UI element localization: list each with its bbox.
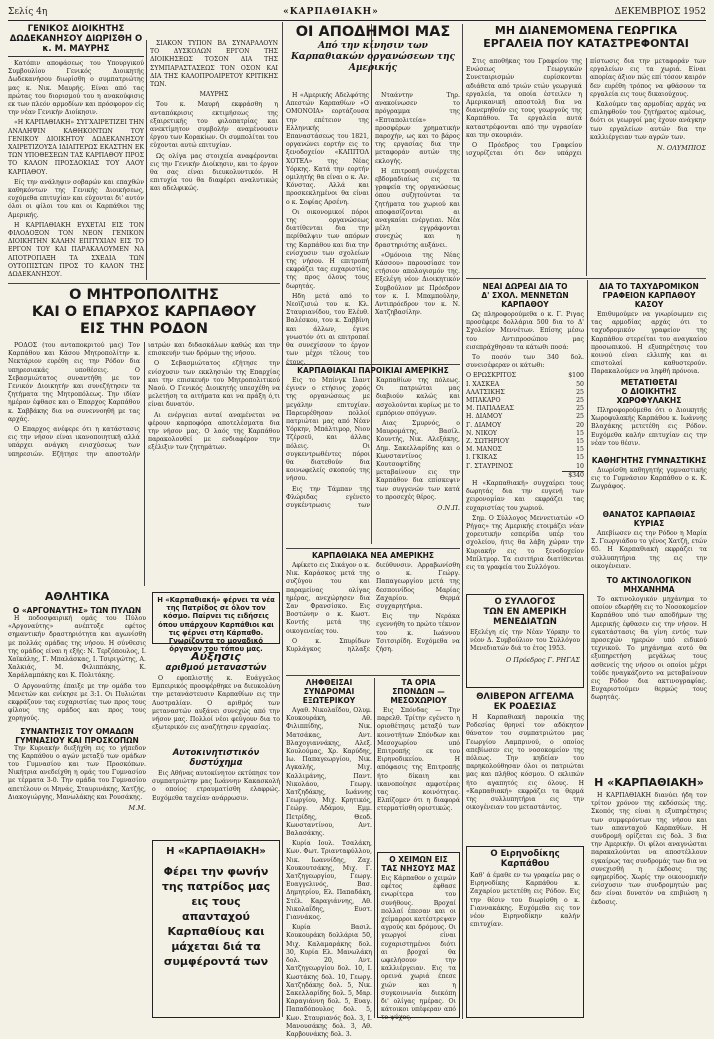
column-rule (587, 280, 588, 730)
donation-total-amount: $340 (562, 471, 584, 480)
paragraph: Εις Κάρπαθον ο χειμών εφέτος έφθασε ενωρίτερα του συνήθους. Βροχαί πολλαί έπεσαν και οι χείμαρροι κατέστρεψαν αγρούς και δρόμους. Οι γεωργοί είναι ευχαριστημένοι διότι αι βροχαί θα ωφελήσουν την καλλιέργειαν. Εις τα ορεινά χωριά έπεσε χιών και η συγκοινωνία διεκόπη δι' ολίγας ημέρας. Οι κάτοικοι υπέφεραν από το ψύχος. (381, 875, 456, 1022)
paragraph: Ο Πρόεδρος του Γραφείου ισχυρίζεται ότι δεν υπάρχει πίστωσις δια την μεταφοράν των εργαλείων εις τα χωριά. Είναι απορίας άξιον πώς επί τόσον καιρόν δεν ευρέθη τρόπος να φθάσουν τα εργαλεία εις τους δικαιούχους. (466, 58, 706, 158)
donation-row (466, 438, 584, 446)
paragraph: Κυρία Ιουλ. Τσαλάκη, Κων. Φωτ. Τριανταφύλλου, Νικ. Ιωαννίδης, Ζαχ. Κουκουτσάκης, Μιχ. Γ. Χατζηγεωργίου, Γεωργ. Ευαγγελινός, Βασ. Δημητρίου, Ελ. Παπαδάκη, Στέλ. Καραγιάννης, Αθ. Νικολαΐδης, Ευστ. Γιαννάκος. (286, 840, 372, 922)
paragraph: Ο Σεβασμιώτατος εζήτησε την ενίσχυσιν των εκκλησιών της Επαρχίας και την επισκευήν του Μητροπολιτικού Ναού. Ο Γενικός Διοικητής υπεσχέθη να μελετήση τα αιτήματα και να πράξη ό,τι είναι δυνατόν. (148, 360, 280, 409)
article-taxydromiko (591, 282, 707, 374)
paragraph: Η επιτροπή συνέρχεται εβδομαδιαίως εις τα γραφεία της οργανώσεως όπου συζητούνται τα ζητήματα του χωριού και αποφασίζονται αι αναγκαίαι ενέργειαι. Νέα μέλη εγγράφονται συνεχώς και η δραστηριότης αυξάνει. (375, 167, 460, 249)
article-body (286, 562, 460, 662)
donation-row (466, 463, 584, 471)
headline-ergaleia-2: ΕΡΓΑΛΕΙΑ ΠΟΥ ΚΑΤΑΣΤΡΕΦΟΝΤΑΙ (483, 37, 689, 50)
page-number: Σελίς 4η (8, 7, 48, 17)
signature: Ο.Ν.Π. (437, 504, 460, 513)
headline-mitropolitis: Ο ΜΗΤΡΟΠΟΛΙΤΗΣ (69, 287, 219, 303)
section-rule (286, 548, 460, 549)
paragraph: Η «Αμερικής Αδελφότης Απεστών Καρπαθίων «Ο ΟΜΟΝΟΙΑ» εορτάζουσα την επέτειον της Ελληνικής Επαναστάσεως του 1821, οργανώνει εορτήν εις το ξενοδοχείον «ΚΑΠΙΤΟΛ ΧΟΤΕΛ» της Νέας Υόρκης. Κατά την εορτήν ομιλητής θα είναι ο κ. Αν. Κόνστας. Αλλά και προσκεκλημένοι θα είναι ο κ. Σοφίας Αρσένη. (286, 92, 369, 206)
donor-amount: $100 (568, 372, 584, 380)
article-genikos-dioikitis (8, 24, 144, 282)
paragraph: Εις την Νεράκα εγεννήθη το πρώτο τέκνον του κ. Ιωάννου Τσιτσιρίδη. Ευχόμεθα να ζήση. (376, 613, 460, 654)
donation-row (466, 381, 584, 389)
article-genikos-continued (150, 40, 278, 282)
headline-syndromai: ΛΗΦΘΕΙΣΑΙ ΣΥΝΔΡΟΜΑΙ (303, 678, 355, 696)
paragraph: Αιας Σμυρνός, ο Μαυρομάτης, Βασίλ. Κουντής, Νικ. Αλεξάκης, Δημ. Σακελλαρίδης και ο Κωνσταντίνος Κουτσοφτίδης μεταβαίνουν εις την Καρπάθον δια επίσκεψιν των συγγενών των κατά το προσεχές θέρος. (376, 420, 460, 501)
donor-name: ΑΛΑΤΣΙΚΗΣ (466, 388, 505, 396)
article-body (286, 377, 460, 535)
headline-block-apodimoi (286, 24, 460, 90)
section-rule (466, 278, 706, 279)
paragraph: Το ακτινολογικόν μηχάνημα το οποίον εδωρήθη εις το Νοσοκομείον Καρπάθου υπό των αποδήμων της Αμερικής έφθασεν εις την νήσον. Η εγκατάστασις θα γίνη εντός των προσεχών ημερών υπό ειδικού τεχνικού. Το μηχάνημα αυτό θα εξυπηρετήση μεγάλως τους ασθενείς της νήσου οι οποίοι μέχρι τούδε ηναγκάζοντο να μεταβαίνουν εις Ρόδον δια ακτινογραφίας. Ευχαριστούμεν θερμώς τους δωρητάς. (591, 596, 707, 702)
signature: Ν. ΟΛΥΜΠΙΟΣ (657, 144, 706, 153)
paragraph: Στις αποθήκας του Γραφείου της Ενώσεως Γεωργικών Συνεταιρισμών ευρίσκονται αδιάθετα από τριών ετών γεωργικά εργαλεία, τα οποία έστειλεν η Αμερικανική αποστολή δια να διανεμηθούν εις τους γεωργούς της Καρπάθου. Τα εργαλεία αυτά καταστρέφονται από την υγρασίαν και την σκουριάν. (466, 58, 582, 139)
donation-row (466, 405, 584, 413)
article-rodesia (466, 692, 584, 842)
promo-text: Η «Καρπαθιακή» φέρνει τα νέα της Πατρίδος σε όλον τον κόσμο. Παίρνει τις ειδήσεις όπου υπάρχουν Καρπάθιοι και τις φέρνει στη Κάρπαθο. Γνωρίζοντα το μοναδικό όργανον του τόπου μας. (157, 596, 275, 654)
donor-name: Ι. ΓΚΙΚΑΣ (466, 454, 498, 462)
donor-amount: 20 (576, 421, 584, 429)
headline-genikos-sub: ΔΩΔΕΚΑΝΗΣΟΥ ΔΙΩΡΙΣΘΗ Ο κ. Μ. ΜΑΥΡΗΣ (8, 34, 144, 57)
column-rule (374, 678, 375, 1018)
donor-amount: 25 (576, 405, 584, 413)
donor-name: Ι. ΧΑΣΚΕΑ (466, 380, 500, 388)
headline-mitropolitis-3: ΕΙΣ ΤΗΝ ΡΟΔΟΝ (79, 321, 209, 337)
masthead: «ΚΑΡΠΑΘΙΑΚΗ» (283, 7, 379, 17)
paragraph: Πληροφορούμεθα ότι ο Διοικητής Χωροφυλακής Καρπάθου κ. Ιωάννης Βλαχάκης μετετέθη εις Ρόδον. Ευχόμεθα καλήν επιτυχίαν εις την νέαν του θέσιν. (591, 407, 707, 447)
paragraph: Ο Αργοναύτης έπαιξε με την ομάδα του Μενετών και ενίκησε με 3:1. Οι Πυλιώται εκφράζουν τας ευχαριστίας των προς τους φίλους της ομάδος και προς τους χορηγούς. (8, 682, 146, 723)
headline-doreai-2: Δ' ΣΧΟΛ. ΜΕΝΝΕΤΩΝ ΚΑΡΠΑΘΟΥ (481, 291, 569, 309)
headline-aktinologikon: ΤΟ ΑΚΤΙΝΟΛΟΓΙΚΟΝ ΜΗΧΑΝΗΜΑ (606, 576, 692, 594)
article-autokinitistikon (152, 748, 280, 830)
article-apodimoi-continued (375, 92, 460, 362)
headline-thanatos: ΘΑΝΑΤΟΣ ΚΑΡΠΑΘΙΑΣ ΚΥΡΙΑΣ (602, 510, 696, 528)
headline-eirinodikis: Ο Ειρηνοδίκης Καρπάθου (490, 849, 560, 869)
section-rule (8, 283, 280, 284)
paragraph: Επιθυμούμεν να γνωρίσωμεν εις τας αρμοδίας αρχάς ότι το ταχυδρομικόν γραφείον της Καρπάθου στερείται του αναγκαίου προσωπικού. Η εξυπηρέτησις του κοινού είναι ελλιπής και αι επιστολαί καθυστερούν. Παρακαλούμεν να ληφθή πρόνοια. (591, 311, 707, 376)
paragraph: ΣΙΑΚΟΝ ΤΥΠΟΝ ΒΑ ΣΥΝΑΡΑΛΟΥΝ ΤΟ ΔΥΣΚΟΛΩΝ ΕΡΓΟΝ ΤΗΣ ΔΙΟΙΚΗΣΕΩΣ ΤΟΣΟΝ ΔΙΑ ΤΗΣ ΣΥΜΠΑΡΑΣΤΑΣΕΩΣ ΤΟΝ ΟΣΟΝ ΚΑΙ ΔΙΑ ΤΗΣ ΚΑΛΟΠΡΟΑΙΡΕΤΟΥ ΚΡΙΤΙΚΗΣ ΤΩΝ. (150, 40, 278, 89)
paragraph: Ηδη μετά από το Νεοϊζισιώ του κ. Κλ. Σταυριανίδου, του Ελέυθ. Βαλέσκου, του κ. Σαββίνη και άλλων, έγινε γνωστόν ότι αι επιτροπαί θα συνεχίσουν το έργον των μέχρι τέλους του έτους. (286, 292, 369, 366)
subheadline-apodimoi: Από την κίνησιν των Καρπαθιακών οργανώσεων της Αμερικής (290, 41, 456, 73)
headline-gymnastis: ΚΑΘΗΓΗΤΗΣ ΓΥΜΝΑΣΤΙΚΗΣ (591, 456, 707, 465)
headline-athletika: ΑΘΛΗΤΙΚΑ (44, 590, 110, 603)
paragraph: ΜΑΥΡΗΣ (199, 91, 229, 99)
headline-taxydromiko-2: ΓΡΑΦΕΙΟΝ ΚΑΡΠΑΘΟΥ ΚΑΣΟΥ (602, 291, 696, 309)
signature: Μ.Μ. (128, 804, 146, 813)
donor-name: ΜΠΑΚΑΡΟ (466, 397, 501, 405)
paragraph: Καθ' ά έμαθε εν τω γραφείω μας ο Ειρηνοδίκης Καρπάθου κ. Ζαχαρίου μετετέθη εις Ρόδον. Εις την θέσιν του διωρίσθη ο κ. Γιαννακάκης. Ευχόμεθα εις τον νέον Ειρηνοδίκην καλήν επιτυχίαν. (470, 872, 580, 929)
article-aktinologikon (591, 576, 707, 772)
signature: Ο Πρόεδρος Γ. ΡΗΓΑΣ (505, 655, 580, 664)
paragraph: Η «Καρπαθιακή» συγχαίρει τους δωρητάς δια την ευγενή των χειρονομίαν και εκφράζει τας ευχαριστίας του χωριού. (466, 480, 584, 512)
headline-block-ergaleia (466, 24, 706, 54)
article-paroikiai (286, 366, 460, 546)
paragraph: Αφίκετο εις Σικάγον ο κ. Νικ. Καράσκος μετά της συζύγου του και παραμείνας ολίγας ημέρας, ανεχώρησεν δια Σαν Φρανσίσκο. Εις Βοστώνην ο κ. Κωστ. Κοντής μετά της οικογενείας του. (286, 562, 371, 635)
headline-syllogos-2: ΤΩΝ ΕΝ ΑΜΕΡΙΚΗ (483, 607, 567, 617)
donor-amount: 15 (576, 446, 584, 454)
headline-metathesis: ΜΕΤΑΤΙΘΕΤΑΙ (620, 378, 678, 387)
page-header (8, 4, 706, 21)
article-ergaleia (466, 58, 706, 276)
paragraph: Του κ. Μαυρή εκφράσθη η ανταπόκρισις εκτιμήσεως της εξαιρετικής του φιλοπατρίας και ανεκτίμητον συμβολήν αναμένουσιν έργου των Κορακίων. Οι συμπολίται του εύχονται αυτώ επιτυχίαν. (150, 101, 278, 150)
article-gymnastis (591, 456, 707, 506)
donor-name: Ζ. ΣΩΤΗΡΙΟΥ (466, 438, 510, 446)
donor-name: Ν. ΝΙΚΟΥ (466, 429, 497, 437)
headline-doreai: ΝΕΑΙ ΔΩΡΕΑΙ ΔΙΑ ΤΟ (482, 282, 568, 291)
paragraph: Κατόπιν αποφάσεως του Υπουργικού Συμβουλίου Γενικός Διοικητής Δωδεκανήσου διωρίσθη ο συμπατριώτης μας κ. Νικ. Μαυρής. Είναι από τας πρώτας του διορισμού του η ανακούφισις εκ των πλεόν αρμοδίων και πρόσφορον είς την νέαν Γενικήν Διοίκησιν. (8, 60, 144, 117)
headline-metathesis-2: Ο ΔΙΟΙΚΗΤΗΣ ΧΩΡΟΦΥΛΑΚΗΣ (616, 387, 682, 405)
article-body (8, 342, 280, 586)
paragraph: Εις Σπόνδας — Την παρελθ. Τρίτην εγένετο η οριοθέτησις μεταξύ των κοινοτήτων Σπόνδων και Μεσοχωρίου υπό Επιτροπής εκ του Ειρηνοδικείου. Η απόφασις της Επιτροπής ήτο δίκαιη και ικανοποίησε αμφοτέρας τας κοινότητας. Ελπίζομεν ότι η διαφορά ετερματίσθη οριστικώς. (377, 707, 460, 813)
paragraph: Η ΚΑΡΠΑΘΙΑΚΗ ΕΥΧΕΤΑΙ ΕΙΣ ΤΟΝ ΦΙΛΟΔΟΞΟΝ ΤΟΝ ΝΕΟΝ ΓΕΝΙΚΟΝ ΔΙΟΙΚΗΤΗΝ ΚΑΛΗΝ ΕΠΙΤΥΧΙΑΝ ΕΙΣ ΤΟ ΕΡΓΟΝ ΤΟΥ ΚΑΙ ΠΑΡΑΚΑΛΟΥΜΕΝ ΝΑ ΑΠΟΤΡΟΠΑΞΗ ΤΑ ΣΧΕΔΙΑ ΤΩΝ ΟΥΤΟΠΙΣΤΩΝ ΠΡΟΣ ΤΟ ΚΑΛΟΝ ΤΗΣ ΔΩΔΕΚΑΝΗΣΟΥ. (8, 221, 144, 279)
paragraph: ΡΟΔΟΣ (του ανταποκριτού μας) Τον Καρπάθου και Κάσου Μητροπολίτην κ. Νεκτάριον ευρέθη εις την Ρόδον δια υπηρεσιακάς υποθέσεις. Ο Σεβασμιώτατος συναντήθη με τον Γενικόν Διοικητήν και συνεζήτησεν τα ζητήματα της Μητροπόλεως. Την ιδίαν ημέραν έφθασε και ο Έπαρχος Καρπάθου κ. Σαββάκης δια να συνεννοηθή με τας αρχάς. (8, 342, 140, 423)
paragraph: Ο εφοπλιστής κ. Ευάγγελος Εμπειρικός προσφέρθηκε να διευκολύνη την μετανάστευσιν Καρπαθίων εις την Αυστραλίαν. Ο αριθμός των μεταναστών αυξάνει συνεχώς από την νήσον μας. Πολλοί νέοι φεύγουν δια το εξωτερικόν εις αναζήτησιν εργασίας. (152, 675, 280, 732)
section-rule (286, 675, 460, 676)
column-rule (282, 22, 283, 1017)
paragraph: Εξελέγη είς την Νέαν Υόρκην το νέον Δ. Συμβούλιον του Συλλόγου Μενεδιατών διά το έτος 1953. (470, 629, 580, 653)
column-rule (146, 40, 147, 280)
donor-amount: 25 (576, 413, 584, 421)
donor-name: Γ. ΣΤΑΥΡΙΝΟΣ (466, 462, 513, 470)
paragraph: Αγαθ. Νικολαΐδου, Ολυμ. Κουκουράκη, Αθ. Φιλιππίδης, Νικ. Ματσάκας, Αντ. Βλαχογιαννάκης, Αλεξ. Κουλούμας, Χρ. Καρύδης, Ιω. Παπαγεωργίου, Νικ. Αγκαλής, Μιχ. Καλλιμάνης, Παντ. Νικολάου, Γεωργ. Χατζηδάκης, Ιωάννης Γεωργίου, Μιχ. Κρητικός, Γεώργ. Αδάμου, Εμμ. Πετρίδης, Θεοδ. Κωνσταντίνου, Αντ. Βαλασάκης. (286, 707, 372, 838)
donor-name: Γ. ΔΙΑΜΟΥ (466, 421, 502, 429)
headline-karpathiaki: Η «ΚΑΡΠΑΘΙΑΚΗ» (594, 776, 704, 789)
donation-row (466, 389, 584, 397)
column-rule (462, 24, 463, 1019)
paragraph: Νταάντην Τηρ. ανακοίνωσεν το πρόγραμμα της «Επταπολιτεία» προσφέρων χρηματικήν παροχήν, ως και το βάρος της εργασίας δια την μεταφοράν αυτών της εκλογής. (375, 92, 460, 165)
donation-row (466, 430, 584, 438)
donation-row (466, 413, 584, 421)
donor-name: Η. ΔΙΑΜΟΥ (466, 413, 503, 421)
headline-mitropolitis-2: ΚΑΙ Ο ΕΠΑΡΧΟΣ ΚΑΡΠΑΘΟΥ (31, 304, 257, 320)
paragraph: «Η ΚΑΡΠΑΘΙΑΚΗ» ΣΥΓΧΑΙΡΕΤΙΖΕΙ ΤΗΝ ΑΝΑΛΗΨΙΝ ΚΑΘΗΚΟΝΤΩΝ ΤΟΥ ΓΕΝΙΚΟΥ ΔΙΟΙΚΗΤΟΥ ΔΩΔΕΚΑΝΗΣΟΥ ΧΑΙΡΕΤΙΖΟΥΣΑ ΙΔΙΑΙΤΕΡΩΣ ΕΚΑΣΤΗΝ ΕΚ ΤΩΝ ΥΠΟΘΕΣΕΩΝ ΤΑΣ ΚΑΡΠΑΘΟΥ ΠΡΟΣ ΤΟ ΚΑΛΟΝ ΠΡΟΣΔΟΚΙΑΣ ΤΟΥ ΛΑΟΥ ΚΑΡΠΑΘΟΥ. (8, 119, 144, 176)
headline-xeimon: Ο ΧΕΙΜΩΝ ΕΙΣ ΤΑΣ ΝΗΣΟΥΣ ΜΑΣ (381, 855, 456, 873)
headline-nea-amerikis: ΚΑΡΠΑΘΙΑΚΑ ΝΕΑ ΑΜΕΡΙΚΗΣ (311, 551, 435, 560)
donor-amount: 15 (576, 429, 584, 437)
headline-auxisis: Αύξησις (191, 650, 241, 663)
paragraph: Κυρία Βασιλ. Κουκουράκη δολλάρια 50, Μιχ. Καλαμαράκης δολ. 30, Κυρία Ελ. Μανωλάκη δολ. 20, Αντ. Χατζηγεωργίου δολ. 10, Ι. Κωστάκης δολ. 10, Γεωργ. Χατζηδάκης δολ. 5, Νικ. Σακελλαρίδης δολ. 5, Μαρ. Καραγιάννη δολ. 5, Ευαγ. Παπαδόπουλος δολ. 5, Κων. Σταυριανός δολ. 3, Ι. Μανουσάκης δολ. 3, Αθ. Καρβουνάκης δολ. 3. (286, 924, 372, 1038)
article-apodimoi (286, 92, 369, 366)
headline-paroikiai: ΚΑΡΠΑΘΙΑΚΑΙ ΠΑΡΟΙΚΙΑΙ ΑΜΕΡΙΚΗΣ (297, 366, 449, 375)
promo-title: Η «ΚΑΡΠΑΘΙΑΚΗ» (166, 846, 266, 857)
article-auxisis (152, 650, 280, 740)
paragraph: Εις το Μπίνγκ Ιλαντ έγινεν ο ετήσιος χορός της οργανώσεως με μεγάλην επιτυχίαν. Παρευρέθησαν πολλοί πατριώται μας από Νέαν Υόρκην, Μπάλτιμορ, Νιου Τζέρσεϋ, και άλλας πόλεις. Οι συγκεντρωθέντες πόροι θα διατεθούν δια κοινωφελείς σκοπούς της νήσου. (286, 377, 370, 483)
donor-name: Μ. ΠΑΠΑΔΕΑΣ (466, 405, 514, 413)
donor-name: Ο ΕΡΩΣΚΡΙΤΟΣ (466, 372, 517, 380)
donation-row (466, 397, 584, 405)
donation-row (466, 422, 584, 430)
donor-amount: 15 (576, 454, 584, 462)
donation-row (466, 446, 584, 454)
promo-box-karpathiaki-2 (152, 840, 280, 1018)
headline-apodimoi: ΟΙ ΑΠΟΔΗΜΟΙ ΜΑΣ (295, 24, 451, 40)
headline-auxisis-2: αριθμού μεταναστών (165, 663, 267, 673)
paragraph: Ως πληροφορούμεθα ο κ. Γ. Ριγας προσέφερε δολλάρια 500 δια το Δ' Σχολείον Μεννέτων. Επίσης μέσω του Αντιπροσώπου μας εισεπράχθησαν τα κάτωθι ποσά: (466, 311, 584, 351)
donor-amount: 25 (576, 388, 584, 396)
paragraph: Σημ. Ο Σύλλογος Μεννετιατών «Ο Ρήγας» της Αμερικής ετοιμάζει νέαν χορευτικήν εσπερίδα υπέρ του σχολείου, ήτις θα λάβη χώραν την Κυριακήν εις το ξενοδοχείον Μπίλτμορ. Τα εισιτήρια διατίθενται εις τα γραφεία του Συλλόγου. (466, 514, 584, 572)
paragraph: Αι ενέργειαι αυταί αναμένεται να φέρουν καρποφόρα αποτελέσματα δια την νήσον μας. Ο λαός της Καρπάθου παρακολουθεί με ενδιαφέρον την εξέλιξιν των ζητημάτων. (148, 411, 280, 452)
headline-oria: ΤΑ ΟΡΙΑ (401, 678, 436, 687)
donor-amount: 50 (576, 380, 584, 388)
donor-amount: 25 (576, 397, 584, 405)
article-eirinodikis (466, 846, 584, 1018)
headline-syndromai-2: ΕΞΩΤΕΡΙΚΟΥ (302, 696, 356, 705)
headline-genikos: ΓΕΝΙΚΟΣ ΔΙΟΙΚΗΤΗΣ (27, 24, 125, 34)
paragraph: Εις Αθήνας αυτοκίνητον εκτύπησε τον συμπατριώτην μας Ιωάννην Κακασκολή ο οποίος ετραυματίσθη ελαφρώς. Ευχόμεθα ταχείαν ανάρρωσιν. (152, 770, 280, 802)
headline-oria-2: ΣΠΟΝΔΩΝ — ΜΕΣΟΧΩΡΙΟΥ (390, 687, 447, 705)
paragraph: Είς την ανάληψιν σοβαρών και επαχθών καθηκόντων της Γενικής Διοικήσεως, ευχόμεθα επιτυχίαν και εύχονται δι' αυτόν όλοι οι φίλοι του και οι Καρπάθιοι της Αμερικής. (8, 178, 144, 219)
article-karpathiaki (591, 776, 707, 1018)
article-doreai (466, 282, 584, 592)
article-nea-amerikis (286, 551, 460, 673)
article-syndromai (286, 678, 372, 1038)
donor-amount: 15 (576, 438, 584, 446)
article-thanatos (591, 510, 707, 572)
article-xeimon (377, 852, 460, 1022)
donation-table (466, 372, 584, 470)
section-rule (286, 364, 460, 365)
donation-total (466, 471, 584, 480)
headline-taxydromiko: ΔΙΑ ΤΟ ΤΑΧΥΔΡΟΜΙΚΟΝ (599, 282, 699, 291)
article-oria (377, 678, 460, 848)
article-mitropolitis (8, 287, 280, 587)
headline-syllogos: Ο ΣΥΛΛΟΓΟΣ (494, 597, 556, 607)
headline-autokinito: Αυτοκινητιστικόν δυστύχημα (172, 748, 260, 768)
headline-ergaleia: ΜΗ ΔΙΑΝΕΜΟΜΕΝΑ ΓΕΩΡΓΙΚΑ (494, 24, 678, 37)
box-syllogos (466, 594, 584, 688)
subheadline: ΣΥΝΑΝΤΗΣΙΣ ΤΟΥ ΟΜΑΔΩΝ ΓΥΜΝΑΣΙΟΥ ΚΑΙ ΠΡΟΣΚΟΠΩΝ (15, 726, 139, 745)
article-athletika (8, 590, 146, 1018)
paragraph: Καλούμεν τας αρμοδίας αρχάς να επιληφθούν του ζητήματος αμέσως, διότι οι γεωργοί μας έχουν ανάγκην των εργαλείων αυτών δια την καλλιέργειαν των αγρών των. (590, 101, 706, 141)
headline-rodesia: ΘΛΙΒΕΡΟΝ ΑΓΓΕΛΜΑ (476, 692, 574, 702)
issue-date: ΔΕΚΕΜΒΡΙΟΣ 1952 (614, 7, 706, 17)
paragraph: Απεβίωσεν εις την Ρόδον η Μαρία Σ. Γεωργιάδου το γένος Χατζή, ετών 65. Η Καρπαθιακή εκφράζει τα συλλυπητήρια της εις την οικογένειαν. (591, 530, 707, 570)
headline-syllogos-3: ΜΕΝΕΔΙΑΤΩΝ (493, 617, 557, 627)
promo-box-karpathiaki (152, 592, 280, 654)
paragraph: Ο Επαρχος ανέφερε ότι η κατάστασις εις την νήσον είναι ικανοποιητική αλλά υπάρχει ανάγκη ενισχύσεως των υπηρεσιών. Εζήτησε την αποστολήν ιατρών και διδασκάλων καθώς και την επισκευήν των δρόμων της νήσου. (8, 342, 280, 458)
paragraph: Την Κυριακήν διεξήχθη εις το γήπεδον της Καρπάθου ο αγών μεταξύ των ομάδων του Γυμνασίου και των Προσκόπων. Νικήτρια ανεδείχθη η ομάς του Γυμνασίου με τέρματα 3-0. Την ομάδα του Γυμνασίου απετέλουν οι Μηνάς, Σταυρινάκης, Χατζής, Διακογιώργης, Μανωλάκης και Ρουσάκης. (8, 744, 146, 801)
paragraph: Η ΚΑΡΠΑΘΙΑΚΗ διανύει ήδη τον τρίτον χρόνον της εκδόσεώς της. Σκοπός της είναι η εξυπηρέτησις των συμφερόντων της νήσου και των απανταχού Καρπαθίων. Η συνδρομή ορίζεται εις δολ. 3 δια την Αμερικήν. Οι φίλοι αναγνώσται παρακαλούνται να αποστέλλουν εγκαίρως τας συνδρομάς των δια να συνεχισθή η έκδοσις της εφημερίδος. Χωρίς την οικονομικήν ενίσχυσιν των συνδρομητών μας δεν είναι δυνατόν να επιβιώση η έκδοσις. (591, 792, 707, 906)
paragraph: Οι οικονομικοί πόροι της οργανώσεως διατίθενται δια την περίθαλψιν των απόρων της Καρπάθου και δια την ενίσχυσιν των σχολείων της νήσου. Η επιτροπή εκφράζει τας ευχαριστίας της προς όλους τους δωρητάς. (286, 208, 369, 290)
paragraph: Εις την Τάμπαν της Φλώριδας εγένετο συγκέντρωσις των Καρπαθίων της πόλεως. Οι πατριώται μας διαβιούν καλώς και ασχολούνται κυρίως με το εμπόριον σπόγγων. (286, 377, 460, 510)
donation-row (466, 454, 584, 462)
paragraph: Η ποδοσφαιρική ομάς του Πύλου «Αργοναύτης» ανέπτυξε εφέτος σημαντικήν δραστηριότητα και αγωνίσθη με πολλάς ομάδας της νήσου. Η σύνθεσις της ομάδος είναι η εξής: Ν. Τερζόπουλος, Ι. Χαϊκάλης, Γ. Μπαλάσκας, Ι. Τσιριγώτης, Α. Χαλκιάς, Μ. Φιλιππάκης, Κ. Χαράλαμπάκης και Κ. Πολιτάκης. (8, 615, 146, 680)
headline-rodesia-2: ΕΚ ΡΟΔΕΣΙΑΣ (493, 702, 557, 712)
donor-amount: 10 (576, 462, 584, 470)
subheadline: Ο «ΑΡΓΟΝΑΥΤΗΣ» ΤΩΝ ΠΥΛΩΝ (12, 606, 142, 615)
paragraph: Διωρίσθη καθηγητής γυμναστικής εις το Γυμνάσιον Καρπάθου ο κ. Κ. Ζωγράφος. (591, 467, 707, 491)
donation-row (466, 372, 584, 380)
paragraph: Ως ολίγα μας στοιχεία αναφέρονται εις την Γενικήν Διοίκησιν, και το έργον θα σας είναι διευκολυντικόν. Η επιτυχία του θα διαφέρει αναλυτικώς και αδελφικώς. (150, 152, 278, 193)
paragraph: «Ομόνοια της Νέας Κάσσου» παρουσίασε τον ετήσιον απολογισμόν της. Εξελέγη νέον Διοικητικόν Συμβούλιον με Πρόεδρον τον κ. Ι. Μπαμπούλην, Αντιπρόεδρον τον κ. Ν. Χατζηβασίλην. (375, 251, 460, 317)
paragraph: Ο κ. Σπυρίδων Κυρλάγκος ηλλαξε διεύθυνσιν. Αρραβωνίσθη ο κ. Γεώργ. Παπαγεωργίου μετά της δεσποινίδος Μαρίας Ζαχαρίου. Θερμά συγχαρητήρια. (286, 562, 460, 654)
article-metathesis (591, 378, 707, 452)
paragraph: Το ποσόν των 340 δολ. συνεισέφεραν οι κάτωθι: (466, 354, 584, 370)
paragraph: Η Καρπαθιακή παροικία της Ροδεσίας θρηνεί τον αδόκητον θάνατον του συμπατριώτου μας Γεωργίου Λαμπρινού, ο οποίος απεβίωσεν εις το νοσοκομείον της πόλεως. Την κηδείαν του παρηκολούθησαν όλοι οι πατριώται μας και πλήθος κόσμου. Ο εκλιπών ήτο αγαπητός εις όλους. Η «Καρπαθιακή» εκφράζει τα θερμά της συλλυπητήρια εις την οικογένειαν του μεταστάντος. (466, 714, 584, 812)
donor-name: Μ. ΜΑΝΟΣ (466, 446, 502, 454)
promo-text: Φέρει την φωνήν της πατρίδος μας εις τους απανταχού Καρπαθίους και μάχεται διά τα συμφέροντά των (161, 865, 271, 968)
